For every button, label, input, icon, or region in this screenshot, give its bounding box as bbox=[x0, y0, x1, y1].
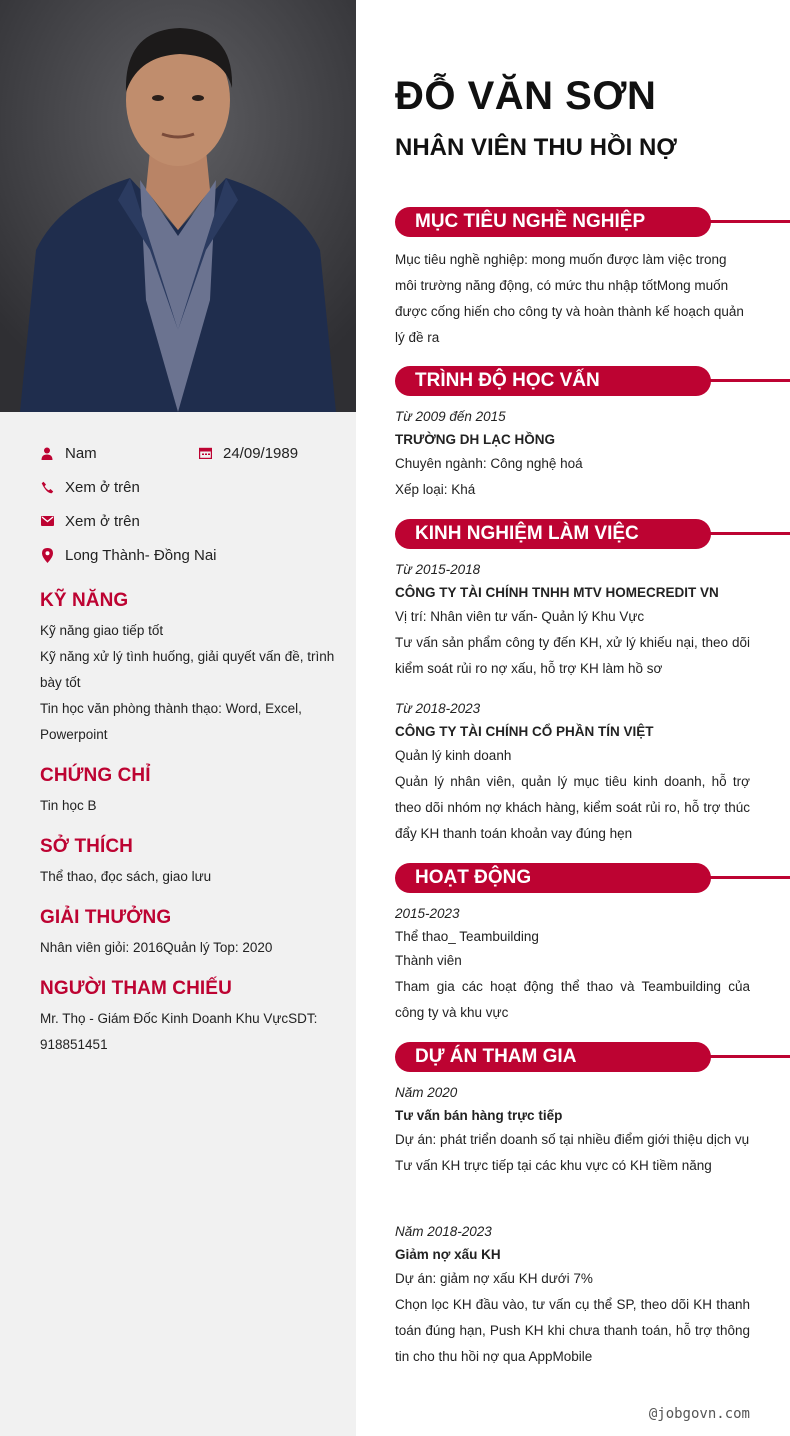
candidate-title: NHÂN VIÊN THU HỒI NỢ bbox=[395, 134, 677, 161]
objective-block bbox=[395, 247, 750, 351]
contact-info bbox=[40, 436, 340, 572]
education-block bbox=[395, 405, 750, 503]
experience-period: Từ 2018-2023 bbox=[395, 701, 481, 716]
experience-item bbox=[395, 697, 750, 847]
experience-period: Từ 2015-2018 bbox=[395, 562, 481, 577]
phone-text: Xem ở trên bbox=[65, 478, 140, 496]
phone-icon bbox=[40, 480, 54, 494]
awards-section bbox=[40, 907, 340, 961]
hobbies-text: Thể thao, đọc sách, giao lưu bbox=[40, 869, 212, 884]
project-goal: Dự án: phát triển doanh số tại nhiều điểm giới thiệu dịch vụ bbox=[395, 1132, 750, 1147]
projects-header bbox=[395, 1042, 790, 1072]
envelope-icon bbox=[40, 514, 54, 528]
project-description: Tư vấn KH trực tiếp tại các khu vực có KH tiềm năng bbox=[395, 1158, 712, 1173]
certificates-section bbox=[40, 765, 340, 819]
references-heading: NGƯỜI THAM CHIẾU bbox=[40, 978, 232, 999]
references-section bbox=[40, 978, 340, 1058]
skill-item: Kỹ năng giao tiếp tốt bbox=[40, 623, 164, 638]
address-item bbox=[40, 547, 217, 564]
objective-text: Mục tiêu nghề nghiệp: mong muốn được làm việc trong môi trường năng động, có mức thu nhập tốtMong muốn được cống hiến cho công ty và hoàn thành kế hoạch quản lý đề ra bbox=[395, 252, 744, 345]
certificates-heading: CHỨNG CHỈ bbox=[40, 765, 151, 786]
awards-heading: GIẢI THƯỞNG bbox=[40, 907, 172, 928]
awards-text: Nhân viên giỏi: 2016Quản lý Top: 2020 bbox=[40, 940, 273, 955]
experience-description: Tư vấn sản phẩm công ty đến KH, xử lý khiếu nại, theo dõi kiểm soát rủi ro nợ xấu, hỗ trợ KH làm hồ sơ bbox=[395, 635, 750, 676]
projects-heading: DỰ ÁN THAM GIA bbox=[395, 1042, 711, 1072]
person-icon bbox=[40, 446, 54, 460]
project-goal: Dự án: giảm nợ xấu KH dưới 7% bbox=[395, 1271, 593, 1286]
experience-heading: KINH NGHIỆM LÀM VIỆC bbox=[395, 519, 711, 549]
certificates-text: Tin học B bbox=[40, 798, 97, 813]
birthday-text: 24/09/1989 bbox=[223, 444, 299, 462]
project-item bbox=[395, 1220, 750, 1370]
profile-photo bbox=[0, 0, 356, 412]
email-text: Xem ở trên bbox=[65, 512, 140, 530]
activity-role: Thành viên bbox=[395, 953, 462, 968]
activity-name: Thể thao_ Teambuilding bbox=[395, 929, 539, 944]
experience-position: Quản lý kinh doanh bbox=[395, 748, 512, 763]
activities-header bbox=[395, 863, 790, 893]
project-name: Tư vấn bán hàng trực tiếp bbox=[395, 1108, 563, 1123]
education-grade: Xếp loại: Khá bbox=[395, 482, 476, 497]
gender-text: Nam bbox=[65, 444, 97, 462]
project-item bbox=[395, 1081, 750, 1179]
experience-header bbox=[395, 519, 790, 549]
skill-item: Tin học văn phòng thành thạo: Word, Excel, Powerpoint bbox=[40, 701, 302, 742]
experience-company: CÔNG TY TÀI CHÍNH TNHH MTV HOMECREDIT VN bbox=[395, 585, 719, 600]
education-school: TRƯỜNG DH LẠC HỒNG bbox=[395, 432, 555, 447]
experience-company: CÔNG TY TÀI CHÍNH CỔ PHẦN TÍN VIỆT bbox=[395, 724, 654, 739]
address-text: Long Thành- Đồng Nai bbox=[65, 546, 217, 564]
references-text: Mr. Thọ - Giám Đốc Kinh Doanh Khu VựcSDT: 918851451 bbox=[40, 1011, 318, 1052]
experience-position: Vị trí: Nhân viên tư vấn- Quản lý Khu Vực bbox=[395, 609, 645, 624]
project-period: Năm 2018-2023 bbox=[395, 1224, 492, 1239]
birthday-item bbox=[198, 445, 298, 462]
activity-period: 2015-2023 bbox=[395, 906, 460, 921]
hobbies-section bbox=[40, 836, 340, 890]
activities-heading: HOẠT ĐỘNG bbox=[395, 863, 711, 893]
activity-description: Tham gia các hoạt động thể thao và Teambuilding của công ty và khu vực bbox=[395, 979, 750, 1020]
education-period: Từ 2009 đến 2015 bbox=[395, 409, 506, 424]
project-description: Chọn lọc KH đầu vào, tư vấn cụ thể SP, theo dõi KH thanh toán đúng hạn, Push KH khi chưa thanh toán, hỗ trợ thông tin cho thu hồi nợ qua AppMobile bbox=[395, 1297, 750, 1364]
sidebar bbox=[0, 0, 356, 1436]
map-pin-icon bbox=[40, 548, 54, 562]
phone-item bbox=[40, 479, 140, 496]
hobbies-heading: SỞ THÍCH bbox=[40, 836, 134, 857]
project-name: Giảm nợ xấu KH bbox=[395, 1247, 501, 1262]
email-item bbox=[40, 513, 140, 530]
education-header bbox=[395, 366, 790, 396]
objective-header bbox=[395, 207, 790, 237]
objective-heading: MỤC TIÊU NGHỀ NGHIỆP bbox=[395, 207, 711, 237]
calendar-icon bbox=[198, 446, 212, 460]
project-period: Năm 2020 bbox=[395, 1085, 458, 1100]
gender-item bbox=[40, 445, 198, 462]
experience-description: Quản lý nhân viên, quản lý mục tiêu kinh doanh, hỗ trợ theo dõi nhóm nợ khách hàng, kiểm soát rủi ro, hỗ trợ thúc đẩy KH thanh toán khoản vay đúng hẹn bbox=[395, 774, 750, 841]
candidate-name: ĐỖ VĂN SƠN bbox=[395, 74, 657, 118]
skills-heading: KỸ NĂNG bbox=[40, 590, 129, 611]
watermark: @jobgovn.com bbox=[648, 1406, 750, 1422]
education-heading: TRÌNH ĐỘ HỌC VẤN bbox=[395, 366, 711, 396]
activities-block bbox=[395, 902, 750, 1026]
skill-item: Kỹ năng xử lý tình huống, giải quyết vấn đề, trình bày tốt bbox=[40, 649, 335, 690]
skills-section bbox=[40, 590, 340, 748]
education-major: Chuyên ngành: Công nghệ hoá bbox=[395, 456, 583, 471]
experience-item bbox=[395, 558, 750, 682]
